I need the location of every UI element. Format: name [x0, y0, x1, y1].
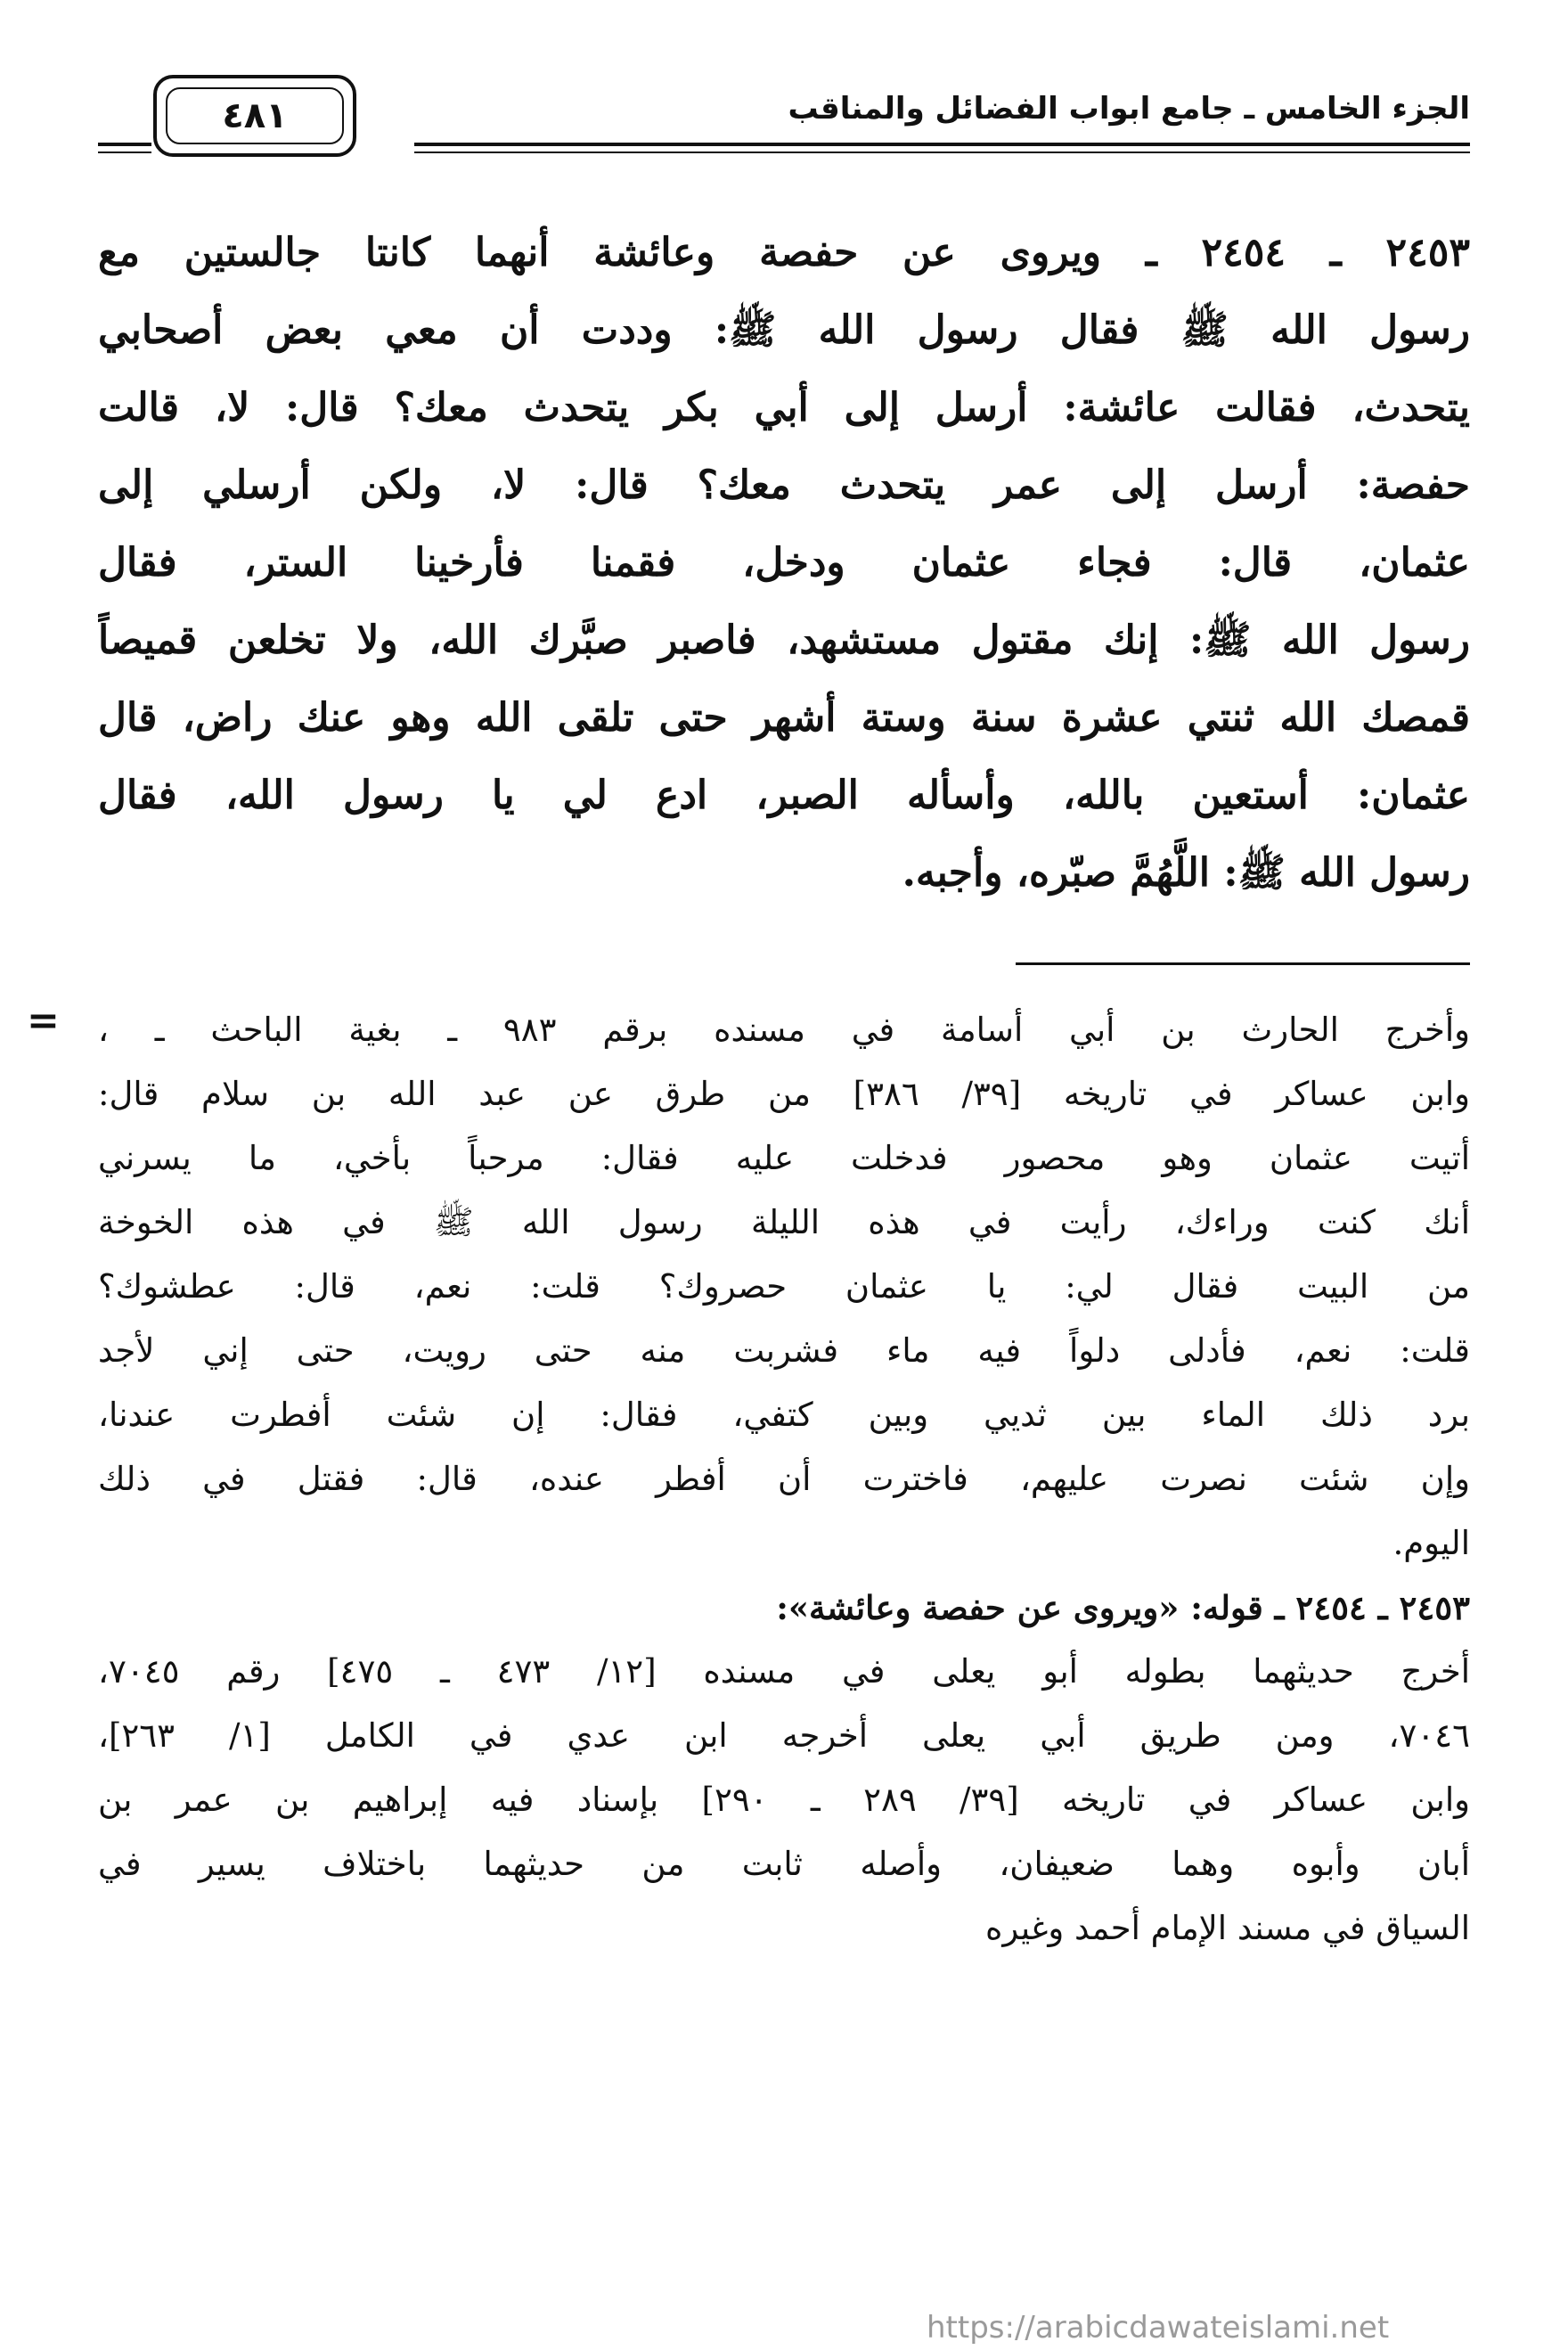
page-number: ٤٨١: [166, 87, 344, 144]
footnote-line: وابن عساكر في تاريخه [٣٩/ ٣٨٦] من طرق عن عبد الله بن سلام قال:: [98, 1075, 1470, 1113]
footnote-line: وإن شئت نصرت عليهم، فاخترت أن أفطر عنده، قال: فقتل في ذلك: [98, 1460, 1470, 1498]
footnote-heading: ٢٤٥٣ ـ ٢٤٥٤ ـ قوله: «ويروى عن حفصة وعائشة»:: [776, 1588, 1470, 1627]
footnote-line: السياق في مسند الإمام أحمد وغيره: [985, 1909, 1470, 1947]
main-line: عثمان: أستعين بالله، وأسأله الصبر، ادع لي يا رسول الله، فقال: [98, 773, 1470, 818]
main-line: رسول الله ﷺ: اللَّهُمَّ صبّره، وأجبه.: [902, 850, 1470, 896]
header-rule: [414, 143, 1470, 146]
header-rule-thin: [414, 151, 1470, 153]
footnote-line: أنك كنت وراءك، رأيت في هذه الليلة رسول الله ﷺ في هذه الخوخة: [98, 1203, 1470, 1241]
footnote-line: وابن عساكر في تاريخه [٣٩/ ٢٨٩ ـ ٢٩٠] بإسناد فيه إبراهيم بن عمر بن: [98, 1781, 1470, 1819]
watermark-url: https://arabicdawateislami.net: [927, 2310, 1390, 2346]
footnote-line: اليوم.: [1392, 1524, 1470, 1562]
main-line: حفصة: أرسل إلى عمر يتحدث معك؟ قال: لا، ولكن أرسلي إلى: [98, 463, 1470, 508]
main-line: عثمان، قال: فجاء عثمان ودخل، فقمنا فأرخينا الستر، فقال: [98, 540, 1470, 585]
main-line: رسول الله ﷺ فقال رسول الله ﷺ: وددت أن معي بعض أصحابي: [98, 307, 1470, 353]
main-line: رسول الله ﷺ: إنك مقتول مستشهد، فاصبر صبَّرك الله، ولا تخلعن قميصاً: [98, 618, 1470, 663]
footnote-line: أبان وأبوه وهما ضعيفان، وأصله ثابت من حديثهما باختلاف يسير في: [98, 1845, 1470, 1883]
footnote-line: أتيت عثمان وهو محصور فدخلت عليه فقال: مرحباً بأخي، ما يسرني: [98, 1139, 1470, 1177]
page-header: [98, 71, 1470, 178]
chapter-title: الجزء الخامس ـ جامع ابواب الفضائل والمناقب: [788, 91, 1470, 127]
footnotes: [27, 998, 1470, 1961]
page-content: [27, 71, 1470, 2299]
header-rule-left-thin: [98, 151, 151, 153]
footnote-line: برد ذلك الماء بين ثديي وبين كتفي، فقال: إن شئت أفطرت عندنا،: [98, 1396, 1470, 1434]
page-number-frame: [153, 75, 356, 157]
header-rule-left: [98, 143, 151, 146]
footnote-line: ٧٠٤٦، ومن طريق أبي يعلى أخرجه ابن عدي في الكامل [١/ ٢٦٣]،: [98, 1716, 1470, 1755]
footnote-divider: [1016, 962, 1470, 965]
footnote-line: من البيت فقال لي: يا عثمان حصروك؟ قلت: نعم، قال: عطشوك؟: [98, 1267, 1470, 1306]
footnote-line: قلت: نعم، فأدلى دلواً فيه ماء فشربت منه حتى رويت، حتى إني لأجد: [98, 1331, 1470, 1370]
footnote-line: أخرج حديثهما بطوله أبو يعلى في مسنده [١٢/ ٤٧٣ ـ ٤٧٥] رقم ٧٠٤٥،: [98, 1652, 1470, 1691]
continuation-mark: =: [27, 998, 60, 1044]
main-text: [98, 214, 1470, 912]
main-line: قمصك الله ثنتي عشرة سنة وستة أشهر حتى تلقى الله وهو عنك راض، قال: [98, 695, 1470, 741]
main-line: ٢٤٥٣ ـ ٢٤٥٤ ـ ويروى عن حفصة وعائشة أنهما كانتا جالستين مع: [98, 230, 1470, 275]
footnote-line: وأخرج الحارث بن أبي أسامة في مسنده برقم ٩٨٣ ـ بغية الباحث ـ ،: [98, 1011, 1470, 1049]
main-line: يتحدث، فقالت عائشة: أرسل إلى أبي بكر يتحدث معك؟ قال: لا، قالت: [98, 385, 1470, 430]
